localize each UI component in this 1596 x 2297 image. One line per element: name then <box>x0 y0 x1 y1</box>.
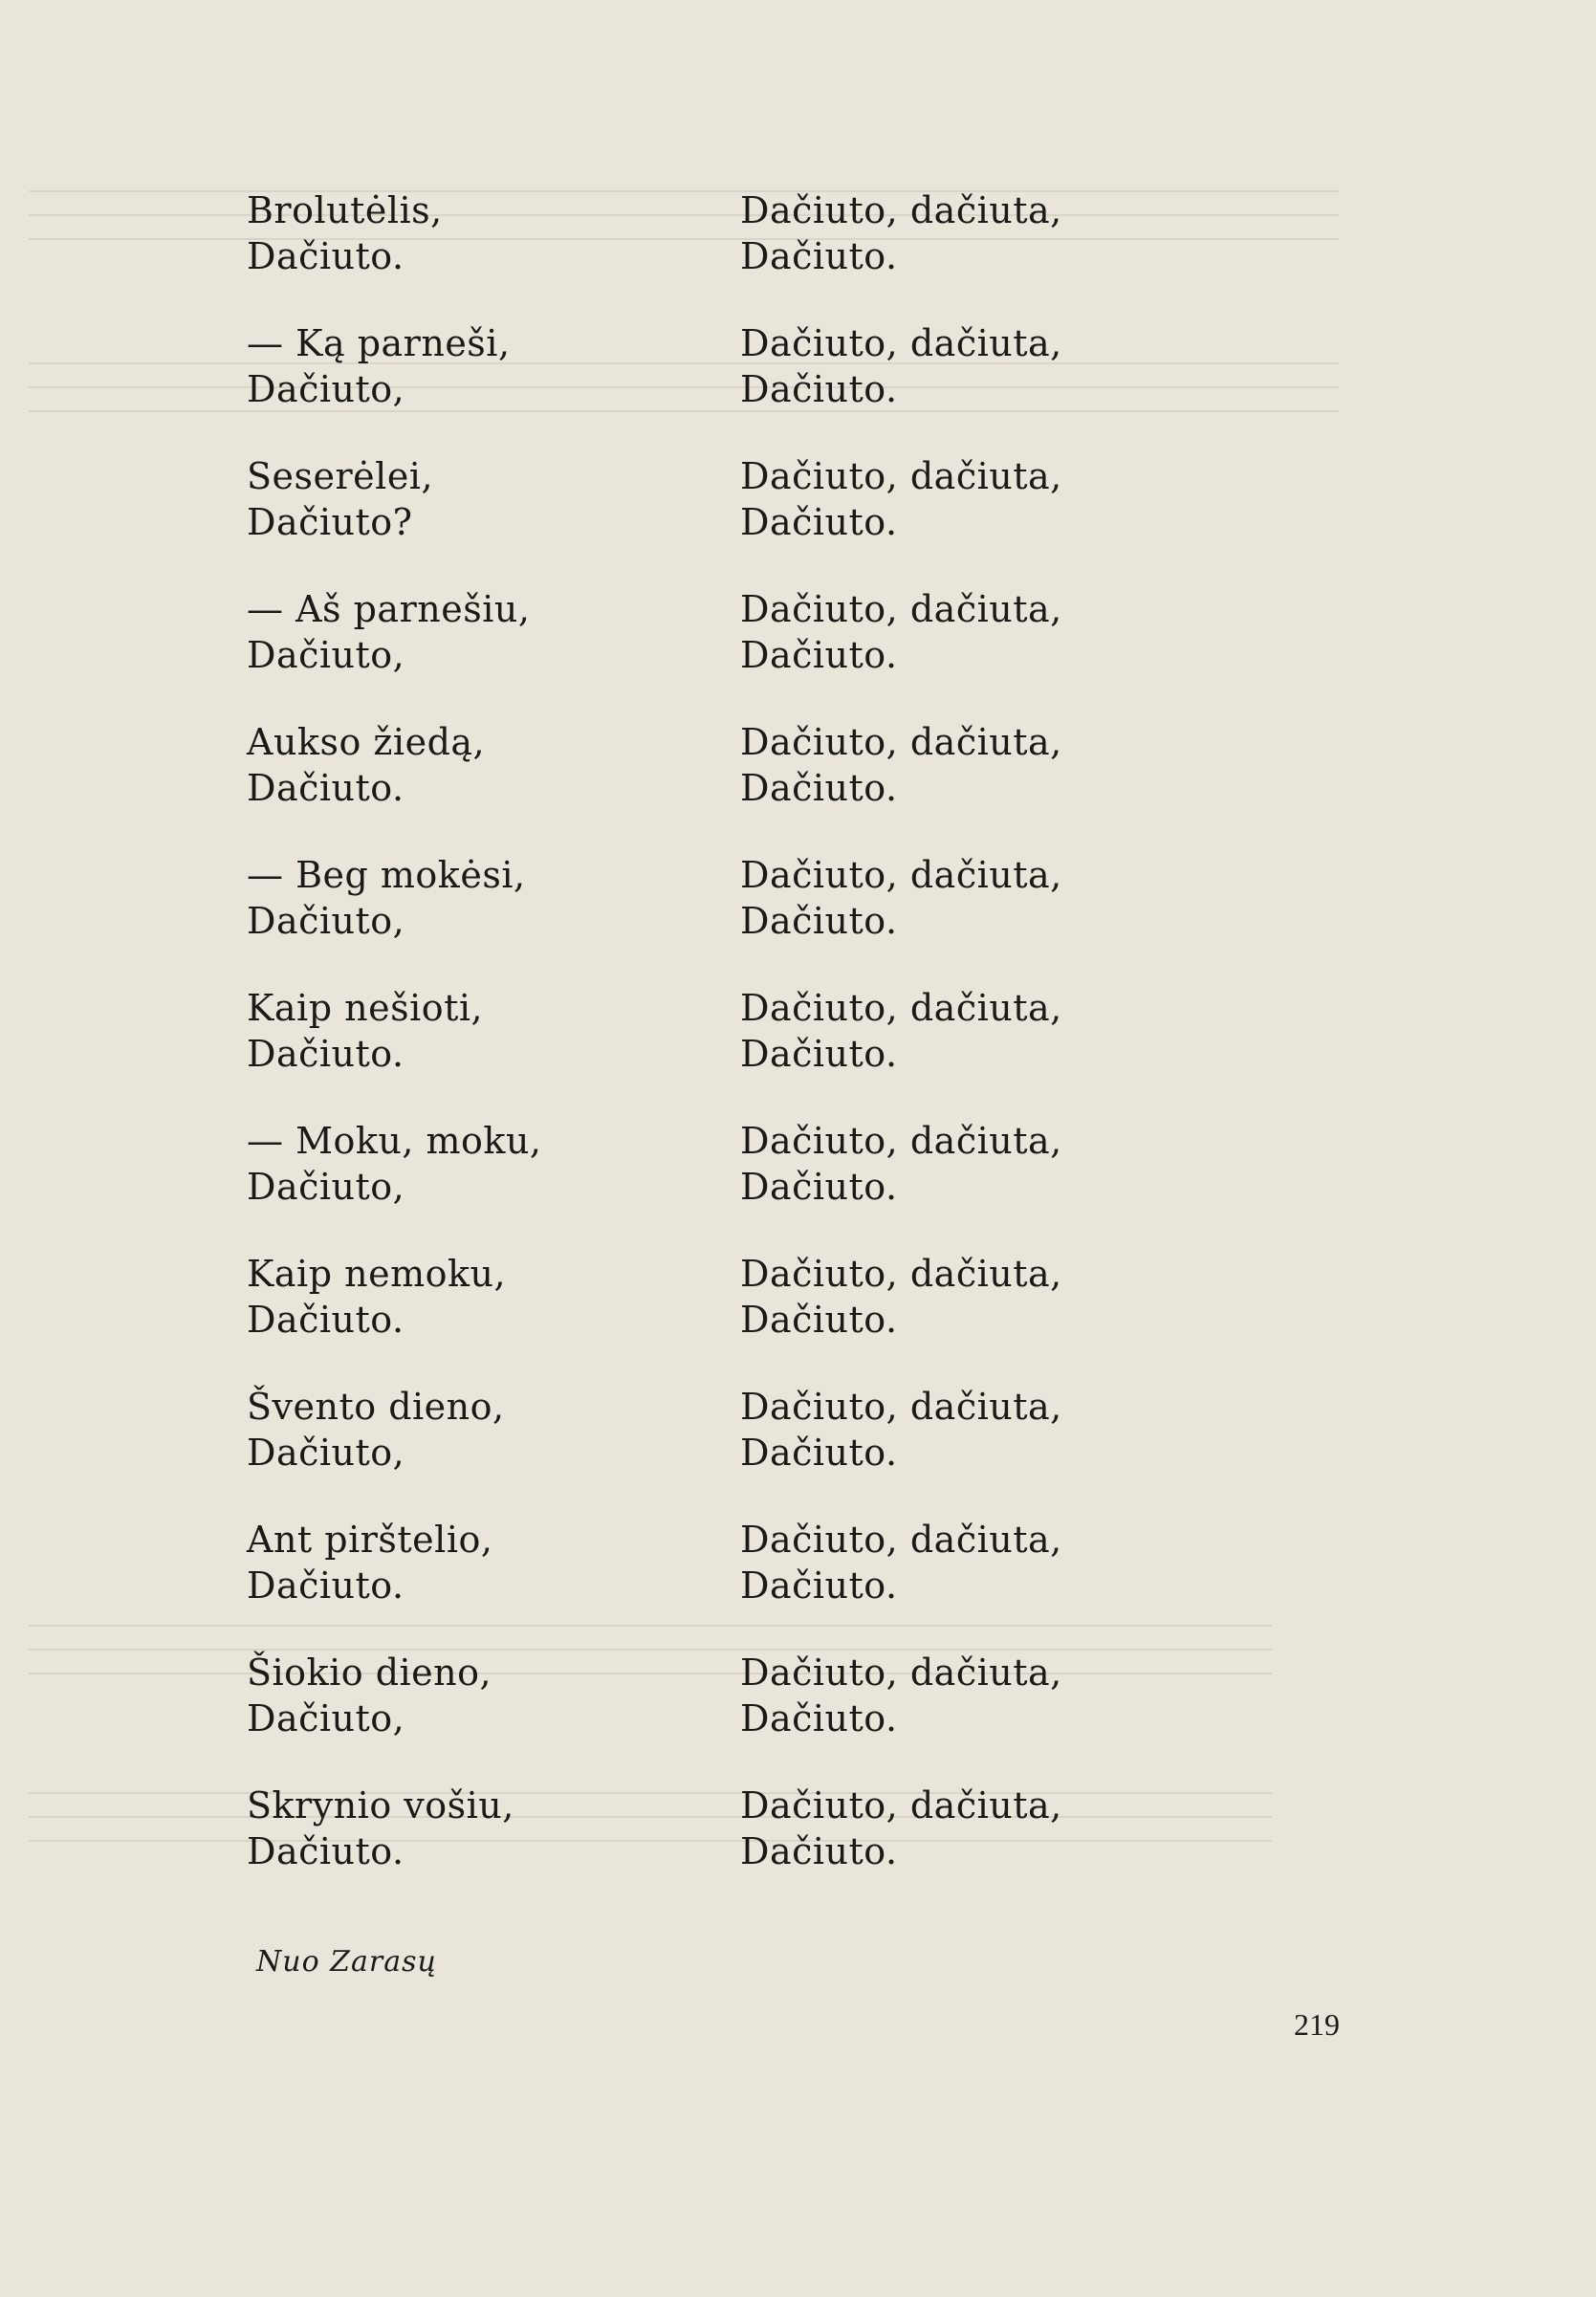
refrain-line: Dačiuto, dačiuta, <box>740 322 1062 364</box>
refrain-line: Dačiuto, dačiuta, <box>740 1784 1062 1827</box>
right-stanza-1 <box>740 187 1276 320</box>
verse-line: — Aš parnešiu, <box>247 588 531 630</box>
right-stanza-12 <box>740 1650 1276 1783</box>
refrain-line: Dačiuto, dačiuta, <box>740 1652 1062 1694</box>
verse-line: Dačiuto, <box>247 368 405 410</box>
verse-line: Ant pirštelio, <box>247 1519 493 1561</box>
right-stanza-5 <box>740 719 1276 852</box>
refrain-line: Dačiuto. <box>740 767 898 809</box>
right-stanza-7 <box>740 985 1276 1118</box>
refrain-line: Dačiuto. <box>740 1830 898 1872</box>
right-stanza-9 <box>740 1251 1276 1384</box>
right-stanza-10 <box>740 1384 1276 1517</box>
left-stanza-12 <box>247 1650 782 1783</box>
right-refrain-column <box>740 187 1276 1915</box>
verse-line: Dačiuto. <box>247 1830 404 1872</box>
verse-line: Dačiuto, <box>247 634 405 676</box>
refrain-line: Dačiuto, dačiuta, <box>740 1386 1062 1428</box>
left-stanza-8 <box>247 1118 782 1251</box>
page-number: 219 <box>1294 2007 1340 2042</box>
source-attribution: Nuo Zarasų <box>256 1945 437 1979</box>
refrain-line: Dačiuto, dačiuta, <box>740 854 1062 896</box>
left-stanza-9 <box>247 1251 782 1384</box>
verse-line: Dačiuto, <box>247 900 405 942</box>
verse-line: Šiokio dieno, <box>247 1652 492 1694</box>
verse-line: Seserėlei, <box>247 455 434 497</box>
refrain-line: Dačiuto. <box>740 634 898 676</box>
left-stanza-10 <box>247 1384 782 1517</box>
verse-line: Dačiuto, <box>247 1697 405 1739</box>
verse-line: Dačiuto? <box>247 501 413 543</box>
verse-line: Brolutėlis, <box>247 189 443 231</box>
left-stanza-6 <box>247 852 782 985</box>
refrain-line: Dačiuto. <box>740 1564 898 1607</box>
refrain-line: Dačiuto. <box>740 1033 898 1075</box>
left-stanza-11 <box>247 1517 782 1650</box>
left-stanza-7 <box>247 985 782 1118</box>
left-stanza-2 <box>247 320 782 453</box>
verse-line: Dačiuto, <box>247 1166 405 1208</box>
right-stanza-8 <box>740 1118 1276 1251</box>
refrain-line: Dačiuto. <box>740 900 898 942</box>
left-stanza-5 <box>247 719 782 852</box>
refrain-line: Dačiuto, dačiuta, <box>740 721 1062 763</box>
verse-line: — Beg mokėsi, <box>247 854 526 896</box>
left-stanza-4 <box>247 586 782 719</box>
right-stanza-3 <box>740 453 1276 586</box>
verse-line: Dačiuto, <box>247 1432 405 1474</box>
verse-line: Aukso žiedą, <box>247 721 486 763</box>
refrain-line: Dačiuto, dačiuta, <box>740 455 1062 497</box>
refrain-line: Dačiuto. <box>740 368 898 410</box>
refrain-line: Dačiuto, dačiuta, <box>740 189 1062 231</box>
refrain-line: Dačiuto, dačiuta, <box>740 1253 1062 1295</box>
verse-line: Dačiuto. <box>247 1033 404 1075</box>
refrain-line: Dačiuto. <box>740 235 898 277</box>
refrain-line: Dačiuto, dačiuta, <box>740 588 1062 630</box>
refrain-line: Dačiuto. <box>740 1697 898 1739</box>
refrain-line: Dačiuto, dačiuta, <box>740 987 1062 1029</box>
verse-line: — Moku, moku, <box>247 1120 542 1162</box>
verse-line: Dačiuto. <box>247 767 404 809</box>
right-stanza-6 <box>740 852 1276 985</box>
left-stanza-1 <box>247 187 782 320</box>
verse-line: Dačiuto. <box>247 235 404 277</box>
verse-line: Kaip nešioti, <box>247 987 484 1029</box>
left-verse-column <box>247 187 782 1915</box>
refrain-line: Dačiuto, dačiuta, <box>740 1519 1062 1561</box>
right-stanza-11 <box>740 1517 1276 1650</box>
refrain-line: Dačiuto. <box>740 501 898 543</box>
refrain-line: Dačiuto. <box>740 1432 898 1474</box>
refrain-line: Dačiuto. <box>740 1166 898 1208</box>
right-stanza-2 <box>740 320 1276 453</box>
left-stanza-13 <box>247 1783 782 1915</box>
verse-line: Skrynio vošiu, <box>247 1784 514 1827</box>
verse-line: Dačiuto. <box>247 1564 404 1607</box>
refrain-line: Dačiuto, dačiuta, <box>740 1120 1062 1162</box>
verse-line: Kaip nemoku, <box>247 1253 507 1295</box>
left-stanza-3 <box>247 453 782 586</box>
refrain-line: Dačiuto. <box>740 1299 898 1341</box>
right-stanza-4 <box>740 586 1276 719</box>
right-stanza-13 <box>740 1783 1276 1915</box>
verse-line: Dačiuto. <box>247 1299 404 1341</box>
verse-line: — Ką parneši, <box>247 322 511 364</box>
verse-line: Švento dieno, <box>247 1386 505 1428</box>
